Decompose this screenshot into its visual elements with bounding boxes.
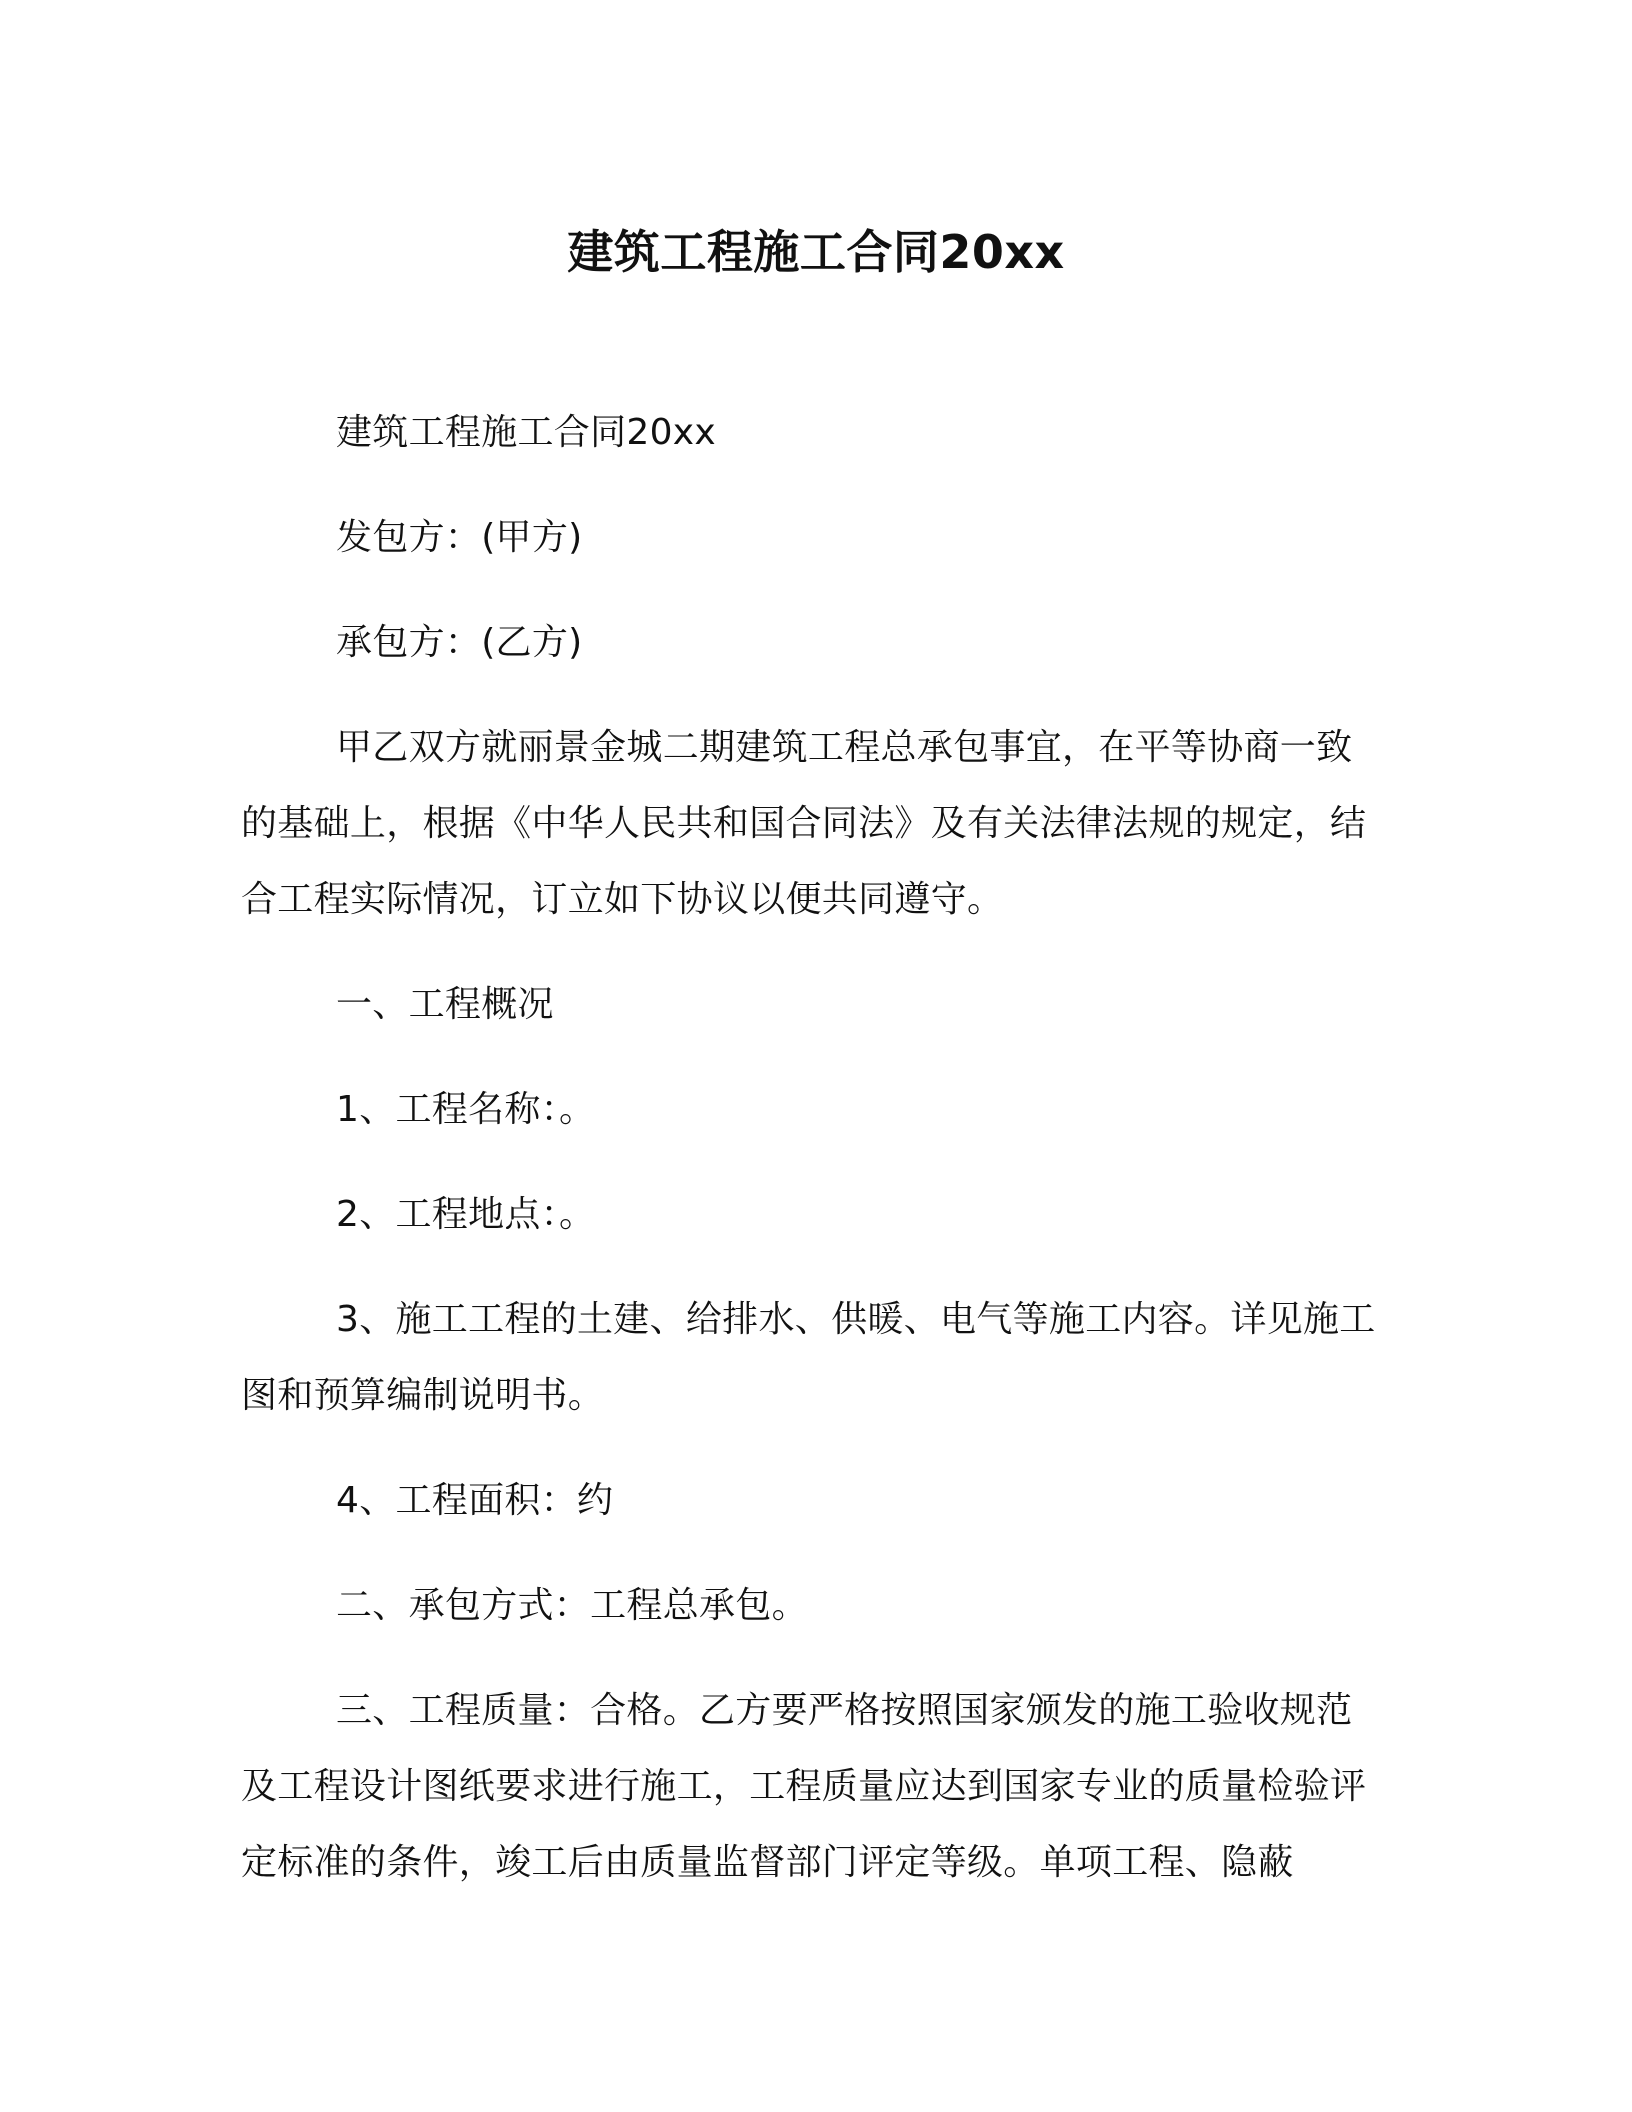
paragraph-project-area: 4、工程面积：约: [336, 1480, 614, 1521]
document-title: 建筑工程施工合同20xx: [567, 225, 1065, 279]
paragraph-subtitle: 建筑工程施工合同20xx: [336, 412, 717, 453]
document-body: [241, 395, 1381, 1930]
paragraph-project-location: 2、工程地点：。: [336, 1194, 596, 1235]
paragraph-party-a: 发包方：(甲方): [336, 517, 583, 558]
paragraph-construction-content: 3、施工工程的土建、给排水、供暖、电气等施工内容。详见施工图和预算编制说明书。: [241, 1299, 1376, 1416]
paragraph-section-1-heading: 一、工程概况: [336, 984, 554, 1025]
paragraph-project-quality: 三、工程质量：合格。乙方要严格按照国家颁发的施工验收规范及工程设计图纸要求进行施工，工程质量应达到国家专业的质量检验评定标准的条件，竣工后由质量监督部门评定等级。单项工程、隐蔽: [241, 1690, 1367, 1883]
paragraph-contract-method: 二、承包方式：工程总承包。: [336, 1585, 808, 1626]
paragraph-preamble: 甲乙双方就丽景金城二期建筑工程总承包事宜，在平等协商一致的基础上，根据《中华人民共和国合同法》及有关法律法规的规定，结合工程实际情况，订立如下协议以便共同遵守。: [241, 727, 1367, 920]
paragraph-party-b: 承包方：(乙方): [336, 622, 583, 663]
paragraph-project-name: 1、工程名称：。: [336, 1089, 596, 1130]
